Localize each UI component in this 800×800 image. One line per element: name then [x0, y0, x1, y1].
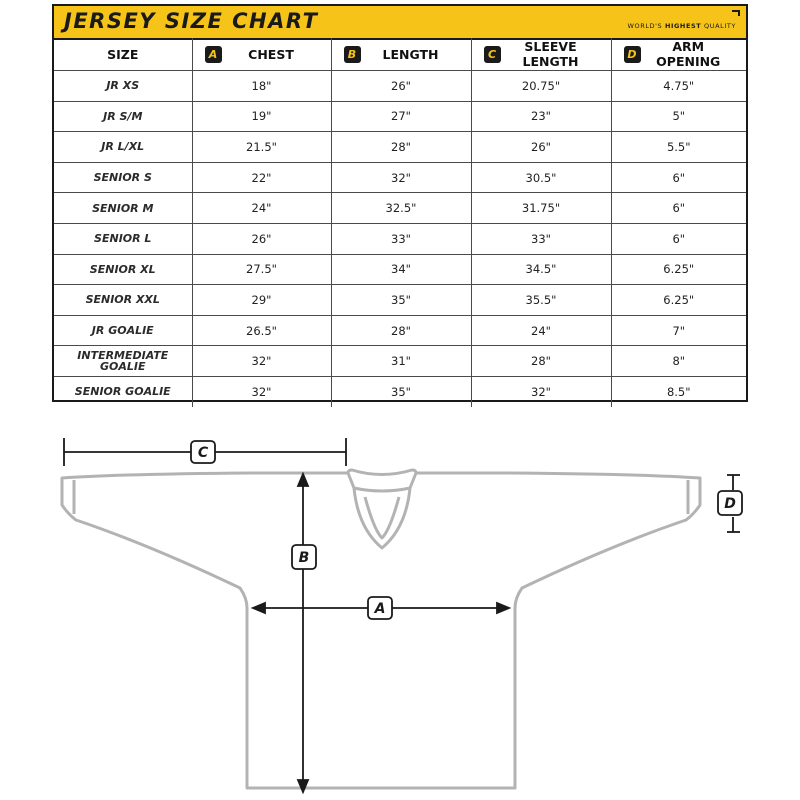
- cell-arm: 8.5": [611, 376, 746, 406]
- cell-chest: 24": [192, 193, 331, 224]
- cell-length: 26": [331, 71, 471, 102]
- cell-length: 35": [331, 376, 471, 406]
- column-label: SLEEVE LENGTH: [522, 39, 579, 69]
- column-label: ARM OPENING: [656, 39, 721, 69]
- cell-chest: 32": [192, 346, 331, 377]
- letter-badge-icon: C: [484, 46, 501, 63]
- column-label: LENGTH: [382, 46, 439, 62]
- letter-badge-icon: A: [205, 46, 222, 63]
- cell-chest: 19": [192, 101, 331, 132]
- cell-arm: 6.25": [611, 254, 746, 285]
- letter-badge-icon: D: [624, 46, 641, 63]
- cell-size: SENIOR XL: [54, 254, 192, 285]
- cell-length: 32.5": [331, 193, 471, 224]
- quality-tagline: WORLD'S HIGHEST QUALITY: [627, 22, 736, 30]
- cell-chest: 27.5": [192, 254, 331, 285]
- cell-sleeve: 26": [471, 132, 611, 163]
- cell-chest: 32": [192, 376, 331, 406]
- cell-sleeve: 33": [471, 223, 611, 254]
- cell-size: JR XS: [54, 71, 192, 102]
- cell-size: JR GOALIE: [54, 315, 192, 346]
- callout-b: [292, 545, 316, 569]
- cell-length: 35": [331, 285, 471, 316]
- cell-sleeve: 23": [471, 101, 611, 132]
- cell-sleeve: 30.5": [471, 162, 611, 193]
- cell-length: 34": [331, 254, 471, 285]
- cell-size: JR S/M: [54, 101, 192, 132]
- cell-sleeve: 32": [471, 376, 611, 406]
- cell-chest: 29": [192, 285, 331, 316]
- callout-c: [191, 441, 215, 463]
- cell-sleeve: 24": [471, 315, 611, 346]
- cell-length: 28": [331, 132, 471, 163]
- cell-sleeve: 28": [471, 346, 611, 377]
- letter-badge-icon: B: [344, 46, 361, 63]
- cell-length: 32": [331, 162, 471, 193]
- cell-arm: 6.25": [611, 285, 746, 316]
- cell-size: JR L/XL: [54, 132, 192, 163]
- cell-arm: 8": [611, 346, 746, 377]
- cell-length: 33": [331, 223, 471, 254]
- cell-arm: 5": [611, 101, 746, 132]
- column-header-size: SIZE: [54, 38, 192, 71]
- svg-text:B: B: [298, 550, 310, 566]
- cell-arm: 6": [611, 162, 746, 193]
- cell-chest: 18": [192, 71, 331, 102]
- cell-sleeve: 31.75": [471, 193, 611, 224]
- cell-chest: 26": [192, 223, 331, 254]
- cell-length: 27": [331, 101, 471, 132]
- cell-length: 28": [331, 315, 471, 346]
- svg-text:A: A: [374, 601, 386, 617]
- cell-arm: 6": [611, 193, 746, 224]
- cell-chest: 26.5": [192, 315, 331, 346]
- callout-a: [368, 597, 392, 619]
- cell-arm: 4.75": [611, 71, 746, 102]
- cell-sleeve: 35.5": [471, 285, 611, 316]
- cell-size: SENIOR GOALIE: [54, 376, 192, 406]
- cell-length: 31": [331, 346, 471, 377]
- cell-arm: 5.5": [611, 132, 746, 163]
- cell-arm: 6": [611, 223, 746, 254]
- cell-size: SENIOR L: [54, 223, 192, 254]
- cell-size: SENIOR M: [54, 193, 192, 224]
- svg-text:C: C: [197, 445, 209, 461]
- cell-size: SENIOR S: [54, 162, 192, 193]
- jersey-outline: [62, 470, 700, 788]
- cell-sleeve: 34.5": [471, 254, 611, 285]
- cell-chest: 22": [192, 162, 331, 193]
- cell-size: SENIOR XXL: [54, 285, 192, 316]
- svg-text:D: D: [724, 496, 736, 512]
- length-dimension: [298, 474, 308, 792]
- column-label: CHEST: [248, 46, 294, 62]
- cell-sleeve: 20.75": [471, 71, 611, 102]
- cell-size: INTERMEDIATE GOALIE: [54, 346, 192, 377]
- callout-d: [718, 491, 742, 515]
- cell-chest: 21.5": [192, 132, 331, 163]
- cell-arm: 7": [611, 315, 746, 346]
- chart-title: JERSEY SIZE CHART: [64, 9, 319, 33]
